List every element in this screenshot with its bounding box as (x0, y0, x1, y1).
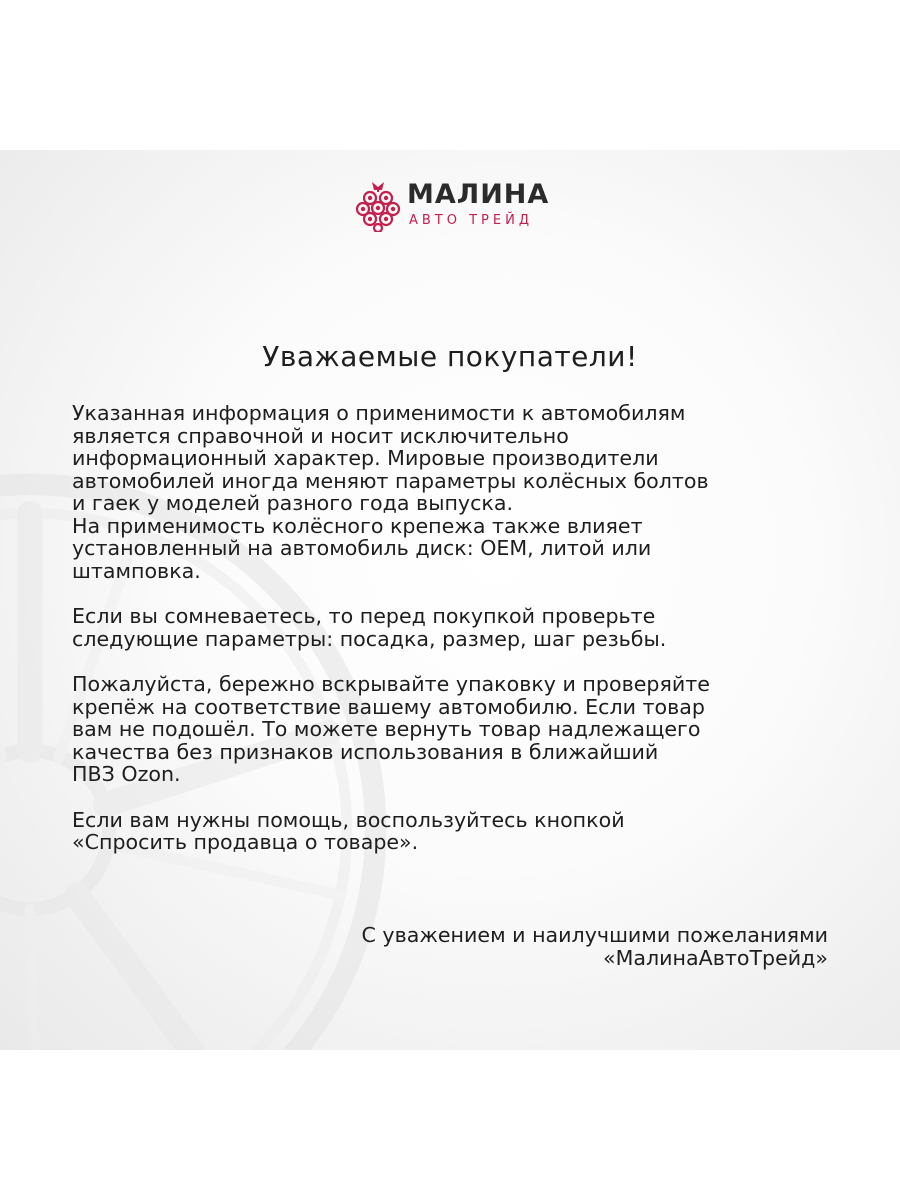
text-line: ПВЗ Ozon. (72, 762, 181, 786)
text-line: качества без признаков использования в ближайший (72, 739, 659, 764)
text-line: Указанная информация о применимости к автомобилям (72, 401, 686, 425)
text-line: установленный на автомобиль диск: OEM, литой или (72, 536, 652, 560)
text-line: является справочной и носит исключительно (72, 423, 569, 448)
signature-greeting: С уважением и наилучшими пожеланиями (361, 923, 828, 947)
text-line: «Спросить продавца о товаре». (72, 830, 419, 854)
text-line: и гаек у моделей разного года выпуска. (72, 491, 514, 515)
text-line: Если вам нужны помощь, воспользуйтесь кнопкой (72, 807, 625, 832)
text-line: Если вы сомневаетесь, то перед покупкой проверьте (72, 604, 656, 628)
brand-logo (355, 174, 549, 234)
brand-subtitle: АВТО ТРЕЙД (409, 213, 533, 228)
notice-text (72, 402, 842, 877)
text-line: Пожалуйста, бережно вскрывайте упаковку и проверяйте (72, 672, 710, 696)
text-line: штамповка. (72, 558, 201, 583)
text-line: вам не подошёл. То можете вернуть товар надлежащего (72, 717, 701, 741)
paragraph-returns (72, 673, 842, 786)
brand-text (407, 181, 549, 227)
signature (361, 924, 828, 969)
text-line: крепёж на соответствие вашему автомобилю. Если товар (72, 694, 705, 719)
raspberry-logo-icon (355, 176, 401, 232)
paragraph-help (72, 809, 842, 854)
text-line: автомобилей иногда меняют параметры колёсных болтов (72, 468, 709, 493)
text-line: следующие параметры: посадка, размер, шаг резьбы. (72, 626, 667, 651)
paragraph-applicability (72, 402, 842, 582)
signature-company: «МалинаАвтоТрейд» (603, 945, 828, 970)
text-line: информационный характер. Мировые производители (72, 446, 659, 470)
text-line: На применимость колёсного крепежа также влияет (72, 513, 643, 538)
paragraph-check-parameters (72, 605, 842, 650)
brand-name: МАЛИНА (407, 179, 550, 210)
page-title: Уважаемые покупатели! (262, 340, 638, 373)
